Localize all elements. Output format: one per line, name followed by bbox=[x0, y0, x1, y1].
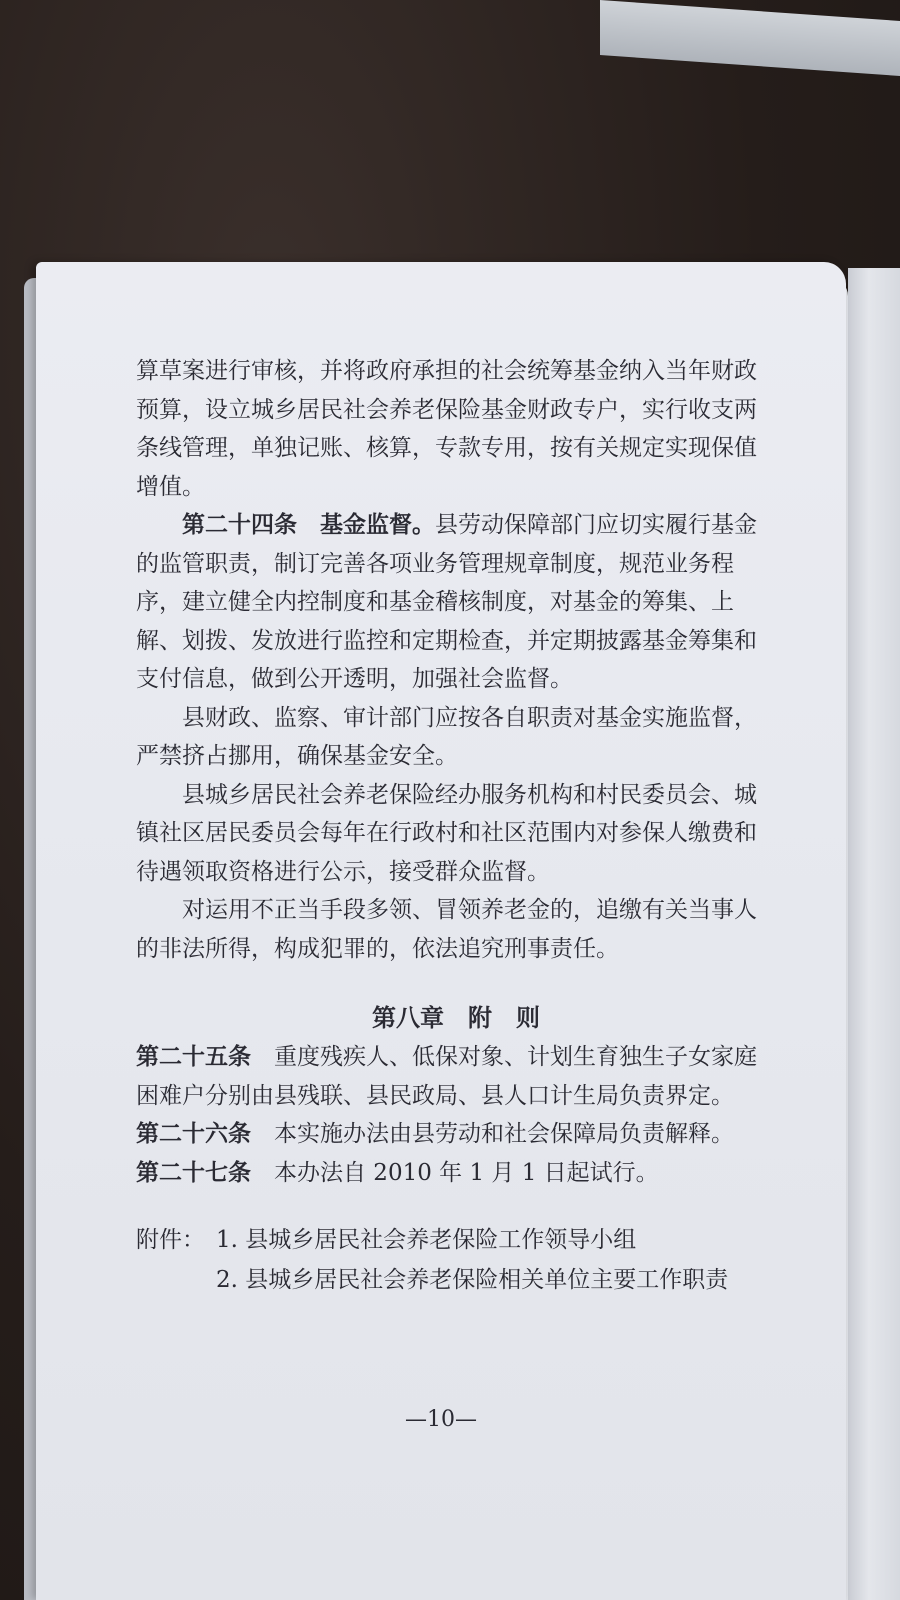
attachments-label: 附件： bbox=[136, 1227, 205, 1253]
page-number: —10— bbox=[405, 1407, 477, 1432]
attachment-item-1: 1. 县城乡居民社会养老保险工作领导小组 bbox=[216, 1227, 637, 1253]
article-25 bbox=[136, 1038, 776, 1115]
paragraph-finance-supervision: 县财政、监察、审计部门应按各自职责对基金实施监督，严禁挤占挪用，确保基金安全。 bbox=[136, 704, 757, 769]
article-24-label: 第二十四条 基金监督。 bbox=[182, 512, 435, 538]
document-page bbox=[36, 262, 846, 1600]
article-26-label: 第二十六条 bbox=[136, 1121, 251, 1147]
article-27-text: 本办法自 2010 年 1 月 1 日起试行。 bbox=[251, 1159, 659, 1186]
article-25-label: 第二十五条 bbox=[136, 1044, 251, 1070]
attachment-row-1 bbox=[136, 1220, 776, 1260]
attachment-row-2 bbox=[136, 1260, 776, 1300]
article-27-label: 第二十七条 bbox=[136, 1159, 251, 1186]
article-24-text: 县劳动保障部门应切实履行基金的监管职责，制订完善各项业务管理规章制度，规范业务程序，建立健全内控制度和基金稽核制度，对基金的筹集、上解、划拨、发放进行监控和定期检查，并定期披露基金筹集和支付信息，做到公开透明，加强社会监督。 bbox=[136, 512, 757, 692]
chapter-8-title: 第八章 附 则 bbox=[372, 1004, 540, 1032]
adjacent-book-page bbox=[848, 268, 900, 1600]
attachments-list bbox=[136, 1220, 776, 1300]
attachment-item-2: 2. 县城乡居民社会养老保险相关单位主要工作职责 bbox=[216, 1267, 729, 1293]
article-25-text: 重度残疾人、低保对象、计划生育独生子女家庭困难户分别由县残联、县民政局、县人口计生局负责界定。 bbox=[136, 1044, 757, 1109]
paragraph-fraud-penalty: 对运用不正当手段多领、冒领养老金的，追缴有关当事人的非法所得，构成犯罪的，依法追究刑事责任。 bbox=[136, 897, 757, 962]
page-content bbox=[136, 352, 776, 1300]
paragraph-budget: 算草案进行审核，并将政府承担的社会统筹基金纳入当年财政预算，设立城乡居民社会养老保险基金财政专户，实行收支两条线管理，单独记账、核算，专款专用，按有关规定实现保值增值。 bbox=[136, 358, 757, 500]
article-26 bbox=[136, 1115, 776, 1154]
article-26-text: 本实施办法由县劳动和社会保障局负责解释。 bbox=[251, 1121, 734, 1147]
paragraph-agency-publicity: 县城乡居民社会养老保险经办服务机构和村民委员会、城镇社区居民委员会每年在行政村和社区范围内对参保人缴费和待遇领取资格进行公示，接受群众监督。 bbox=[136, 781, 757, 885]
article-27 bbox=[136, 1154, 776, 1193]
article-24 bbox=[136, 506, 776, 699]
